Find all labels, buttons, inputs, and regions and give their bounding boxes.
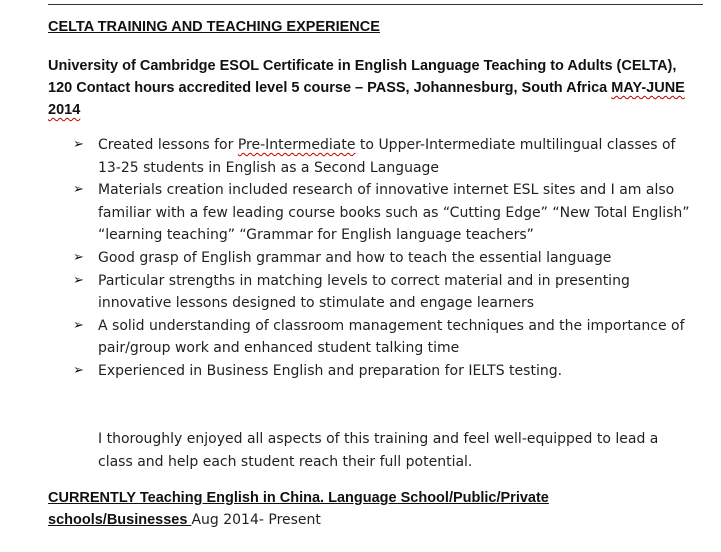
bullet-text: Good grasp of English grammar and how to teach the essential language xyxy=(98,249,612,266)
certificate-text: University of Cambridge ESOL Certificate in English Language Teaching to Adults (CELTA), 120 Contact hours accredited level 5 course – PASS, Johannesburg, South Africa xyxy=(48,58,677,96)
bullet-text-rest: to Upper-Intermediate multilingual classes of 13-25 students in English as a Second Language xyxy=(98,137,676,176)
certificate-paragraph xyxy=(48,55,688,121)
current-position xyxy=(48,487,688,531)
current-position-title: CURRENTLY Teaching English in China. Language School/Public/Private schools/Businesses xyxy=(48,490,549,528)
experience-bullet-list xyxy=(73,134,693,383)
list-item xyxy=(73,360,693,383)
bullet-flagged-word: Pre-Intermediate xyxy=(237,137,356,153)
bullet-text: Experienced in Business English and preparation for IELTS testing. xyxy=(98,362,563,379)
list-item xyxy=(73,270,693,315)
arrow-bullet-icon: ➢ xyxy=(73,249,84,265)
bullet-text: Created lessons for xyxy=(98,137,238,153)
certificate-date: MAY-JUNE 2014 xyxy=(48,80,685,118)
bullet-text: Materials creation included research of innovative internet ESL sites and I am also familiar with a few leading course books such as “Cutting Edge” “New Total English” “learning teaching” “Grammar for English language teachers” xyxy=(98,182,690,244)
arrow-bullet-icon: ➢ xyxy=(73,137,84,152)
arrow-bullet-icon: ➢ xyxy=(73,182,84,198)
list-item xyxy=(73,179,693,247)
bullet-text: Particular strengths in matching levels to correct material and in presenting innovative lessons designed to stimulate and engage learners xyxy=(98,272,630,312)
list-item xyxy=(73,315,693,360)
arrow-bullet-icon: ➢ xyxy=(73,317,84,333)
list-item xyxy=(73,134,693,179)
section-title: CELTA TRAINING AND TEACHING EXPERIENCE xyxy=(48,19,380,35)
bullet-text: A solid understanding of classroom management techniques and the importance of pair/group work and enhanced student talking time xyxy=(98,317,685,357)
closing-paragraph: I thoroughly enjoyed all aspects of this training and feel well-equipped to lead a class and help each student reach their full potential. xyxy=(98,431,659,470)
current-position-dates: Aug 2014- Present xyxy=(191,512,321,528)
arrow-bullet-icon: ➢ xyxy=(73,272,84,288)
top-divider xyxy=(48,4,703,5)
arrow-bullet-icon: ➢ xyxy=(73,362,84,378)
list-item xyxy=(73,247,693,270)
